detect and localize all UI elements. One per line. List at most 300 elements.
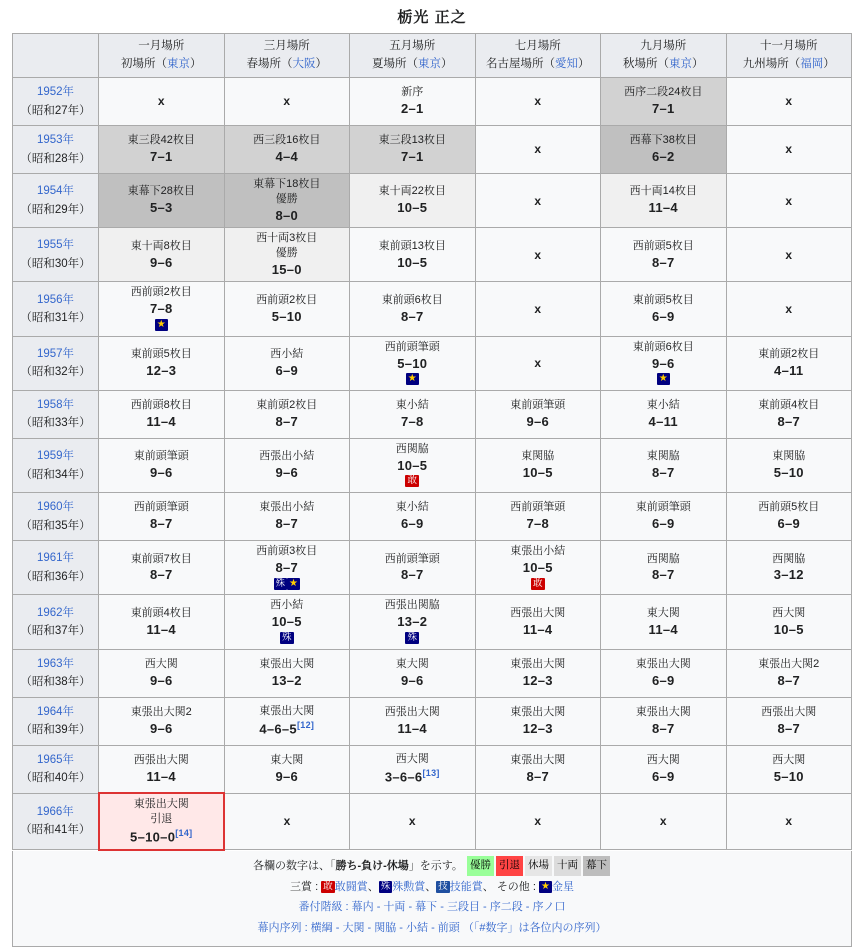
- rank-label[interactable]: 西張出大関: [761, 705, 817, 718]
- kanto-sho-badge[interactable]: 敢: [407, 475, 417, 487]
- legend-award-text[interactable]: 殊勲賞: [392, 880, 426, 893]
- header-line2: 初場所: [121, 57, 156, 70]
- result-cell: [601, 78, 727, 126]
- kinboshi-star-icon[interactable]: ★: [156, 318, 166, 330]
- era-label: （昭和36年）: [20, 570, 91, 583]
- result-cell: [350, 649, 476, 697]
- year-cell: [13, 78, 99, 126]
- record-score-text: 3–6–6: [384, 769, 423, 785]
- rank-label[interactable]: 東大関: [395, 657, 429, 670]
- rank-label[interactable]: 東張出大関: [635, 657, 691, 670]
- rank-label[interactable]: 西前頭筆頭: [384, 552, 440, 565]
- shukun-sho-badge: 殊: [380, 880, 391, 892]
- header-line2: 九州場所: [742, 57, 789, 70]
- rank-label[interactable]: 東関脇: [772, 450, 806, 463]
- rank-label[interactable]: 西前頭3枚目: [256, 545, 318, 558]
- result-cell: [475, 595, 601, 649]
- result-cell: [224, 541, 350, 595]
- result-cell: [475, 390, 601, 438]
- rank-label[interactable]: 西張出大関: [133, 753, 189, 766]
- year-cell: [13, 336, 99, 390]
- award-badges: [352, 372, 473, 387]
- table-row: [13, 595, 852, 649]
- record-score-text: 12–3: [146, 362, 177, 378]
- rank-label[interactable]: 西関脇: [646, 552, 680, 565]
- result-cell: [99, 493, 225, 541]
- record-score: [603, 254, 724, 272]
- rank-label[interactable]: 西前頭5枚目: [632, 239, 694, 252]
- year-label[interactable]: 1964年: [36, 705, 75, 718]
- record-score: [729, 720, 850, 738]
- record-score: [603, 768, 724, 786]
- rank-label[interactable]: 西前頭2枚目: [130, 286, 192, 299]
- table-row: [13, 282, 852, 336]
- record-score: [101, 300, 222, 318]
- banzuke-table: [12, 33, 852, 851]
- year-label[interactable]: 1956年: [36, 293, 75, 306]
- era-label: （昭和34年）: [20, 468, 91, 481]
- rank-label[interactable]: 東張出大関: [510, 753, 566, 766]
- rank-label[interactable]: 東前頭6枚目: [381, 293, 443, 306]
- no-tournament-cell: [99, 78, 225, 126]
- shukun-sho-badge[interactable]: 殊: [275, 577, 286, 589]
- no-tournament-mark: x: [659, 814, 667, 829]
- legend-chips: [466, 860, 611, 872]
- era-label: （昭和31年）: [20, 312, 91, 325]
- record-score-text: 11–4: [648, 621, 678, 637]
- legend-award-text[interactable]: 敢闘賞: [334, 880, 368, 893]
- record-score-text: 9–6: [275, 465, 299, 481]
- record-score-text: 3–12: [773, 567, 804, 583]
- record-score-text: 10–5: [773, 621, 804, 637]
- record-score: [101, 621, 222, 639]
- result-cell: [224, 697, 350, 745]
- no-tournament-cell: [726, 793, 852, 850]
- result-cell: [601, 493, 727, 541]
- header-pref[interactable]: 東京: [167, 57, 190, 70]
- footnote-ref[interactable]: [14]: [175, 827, 193, 838]
- rank-label[interactable]: 西三段16枚目: [253, 134, 321, 147]
- record-score: [603, 720, 724, 738]
- no-tournament-cell: [224, 78, 350, 126]
- rank-label[interactable]: 西十両3枚目: [256, 232, 318, 245]
- result-cell: [224, 126, 350, 174]
- record-score-text: 9–6: [149, 254, 173, 270]
- record-score-text: 7–8: [526, 516, 550, 532]
- record-score: [603, 413, 724, 431]
- result-cell: [726, 649, 852, 697]
- legend-chip: 優勝: [467, 856, 494, 876]
- no-tournament-cell: [726, 78, 852, 126]
- table-row: [13, 438, 852, 492]
- table-row: [13, 697, 852, 745]
- record-score: [478, 672, 599, 690]
- record-score: [101, 768, 222, 786]
- rank-label[interactable]: 東前頭4枚目: [130, 606, 192, 619]
- record-score: [227, 464, 348, 482]
- record-score: [227, 148, 348, 166]
- record-score-text: 8–7: [777, 672, 801, 688]
- rank-label[interactable]: 東十両8枚目: [130, 239, 192, 252]
- year-label[interactable]: 1963年: [36, 657, 75, 670]
- header-line2: 秋場所: [623, 57, 658, 70]
- record-score-text: 8–7: [651, 254, 675, 270]
- header-pref[interactable]: 東京: [669, 57, 692, 70]
- record-score-text: 8–7: [400, 567, 424, 583]
- record-score-text: 6–9: [651, 672, 675, 688]
- header-col-4: 九月場所 秋場所（東京）: [601, 34, 727, 78]
- result-cell: [99, 228, 225, 282]
- rank-label[interactable]: 西張出小結: [259, 450, 315, 463]
- rank-label[interactable]: 西張出大関: [510, 606, 566, 619]
- year-cell: [13, 697, 99, 745]
- record-score-text: 11–4: [523, 621, 553, 637]
- record-score: [101, 672, 222, 690]
- table-body: [13, 78, 852, 850]
- era-label: （昭和32年）: [20, 366, 91, 379]
- rank-label[interactable]: 東関脇: [521, 450, 555, 463]
- era-label: （昭和38年）: [20, 676, 91, 689]
- record-score-text: 6–2: [651, 149, 675, 165]
- rank-label[interactable]: 東三段13枚目: [378, 134, 446, 147]
- record-score-text: 11–4: [648, 200, 678, 216]
- rank-label[interactable]: 西関脇: [772, 552, 806, 565]
- result-cell: [350, 336, 476, 390]
- result-cell: [99, 541, 225, 595]
- no-tournament-cell: [726, 282, 852, 336]
- year-label[interactable]: 1965年: [36, 753, 75, 766]
- year-label[interactable]: 1954年: [36, 185, 75, 198]
- result-cell: [475, 438, 601, 492]
- rank-label[interactable]: 東前頭2枚目: [256, 399, 318, 412]
- result-cell: [99, 336, 225, 390]
- rank-label[interactable]: 東前頭2枚目: [758, 348, 820, 361]
- record-score: [729, 621, 850, 639]
- record-score: [352, 457, 473, 475]
- rank-label[interactable]: 東前頭13枚目: [378, 239, 446, 252]
- year-cell: [13, 595, 99, 649]
- record-score-text: 8–7: [275, 516, 299, 532]
- no-tournament-mark: x: [785, 247, 793, 262]
- record-score: [478, 559, 599, 577]
- record-score: [352, 672, 473, 690]
- record-score-text: 13–2: [271, 672, 302, 688]
- record-score-text: 10–5: [397, 200, 428, 216]
- rank-label[interactable]: 西小結: [270, 348, 304, 361]
- no-tournament-cell: [726, 126, 852, 174]
- rank-label[interactable]: 西十両14枚目: [629, 185, 697, 198]
- rank-label[interactable]: 西前頭筆頭: [384, 340, 440, 353]
- record-score-text: 9–6: [149, 672, 173, 688]
- no-tournament-mark: x: [283, 814, 291, 829]
- record-score-text: 11–4: [146, 414, 176, 430]
- legend-row-4[interactable]: 幕内序列 : 横綱 - 大関 - 関脇 - 小結 - 前頭 （「#数字」は各位内の序列）: [257, 922, 607, 935]
- table-row: [13, 541, 852, 595]
- table-row: [13, 126, 852, 174]
- gino-sho-badge: 技: [438, 880, 448, 892]
- rank-label[interactable]: 東前頭7枚目: [130, 552, 192, 565]
- header-pref[interactable]: 愛知: [555, 57, 578, 70]
- rank-label[interactable]: 西前頭8枚目: [130, 399, 192, 412]
- rank-label[interactable]: 西大関: [646, 753, 680, 766]
- record-score-text: 5–10: [271, 308, 302, 324]
- record-score: [603, 621, 724, 639]
- award-badges: [101, 318, 222, 333]
- no-tournament-mark: x: [157, 94, 165, 109]
- no-tournament-cell: [601, 793, 727, 850]
- record-score: [729, 672, 850, 690]
- result-cell: [99, 649, 225, 697]
- year-cell: [13, 228, 99, 282]
- kanto-sho-badge: 敢: [323, 880, 333, 892]
- record-score-text: 8–7: [777, 414, 801, 430]
- record-score-text: 7–1: [651, 101, 675, 117]
- record-score-text: 10–5: [397, 457, 428, 473]
- rank-label[interactable]: 東張出大関: [510, 705, 566, 718]
- rank-label[interactable]: 東大関: [270, 753, 304, 766]
- record-score-text: 8–7: [149, 567, 173, 583]
- year-label[interactable]: 1952年: [36, 86, 75, 99]
- no-tournament-cell: [475, 336, 601, 390]
- record-score: [101, 413, 222, 431]
- kinboshi-star-icon[interactable]: ★: [289, 577, 298, 589]
- rank-label[interactable]: 西前頭5枚目: [758, 501, 820, 514]
- award-badges: [227, 631, 348, 646]
- rank-label[interactable]: 東前頭5枚目: [632, 293, 694, 306]
- record-score: [352, 566, 473, 584]
- rank-label[interactable]: 東前頭6枚目: [632, 340, 694, 353]
- rank-label[interactable]: 西張出大関: [384, 705, 440, 718]
- record-score-text: 10–5: [522, 560, 553, 576]
- header-line1: 一月場所: [138, 40, 185, 53]
- record-score-text: 2–1: [400, 101, 424, 117]
- legend-chip: 引退: [496, 856, 523, 876]
- record-score: [101, 720, 222, 738]
- no-tournament-cell: [726, 228, 852, 282]
- rank-label[interactable]: 東張出大関2: [758, 657, 820, 670]
- year-label[interactable]: 1961年: [36, 552, 75, 565]
- year-cell: [13, 649, 99, 697]
- record-score-text: 9–6: [149, 465, 173, 481]
- year-cell: [13, 745, 99, 793]
- era-label: （昭和37年）: [20, 625, 91, 638]
- footnote-ref[interactable]: [13]: [422, 768, 440, 779]
- rank-label[interactable]: 東張出小結: [510, 545, 566, 558]
- footnote-ref[interactable]: [12]: [296, 720, 315, 731]
- rank-label[interactable]: 東大関: [646, 606, 680, 619]
- year-label[interactable]: 1962年: [36, 606, 75, 619]
- rank-label[interactable]: 新序: [401, 86, 424, 99]
- no-tournament-mark: x: [283, 94, 291, 109]
- era-label: （昭和27年）: [20, 104, 91, 117]
- rank-label[interactable]: 東張出大関: [259, 657, 315, 670]
- record-score-text: 15–0: [271, 261, 302, 277]
- year-label[interactable]: 1959年: [36, 450, 75, 463]
- record-score: [603, 308, 724, 326]
- legend-kinboshi-text[interactable]: 金星: [551, 880, 574, 893]
- no-tournament-mark: x: [534, 142, 542, 157]
- record-score: [227, 719, 348, 738]
- record-score: [101, 566, 222, 584]
- no-tournament-cell: [475, 228, 601, 282]
- rank-label[interactable]: 東張出大関: [635, 705, 691, 718]
- no-tournament-cell: [224, 793, 350, 850]
- rank-label[interactable]: 東前頭4枚目: [758, 399, 820, 412]
- legend-row-2: [17, 877, 847, 898]
- record-score: [729, 413, 850, 431]
- header-pref[interactable]: 福岡: [800, 57, 824, 70]
- record-score-text: 9–6: [400, 672, 424, 688]
- rank-label[interactable]: 東張出大関2: [130, 705, 192, 718]
- record-score: [102, 827, 222, 846]
- record-score: [227, 613, 348, 631]
- year-label[interactable]: 1966年: [36, 806, 74, 819]
- era-label: （昭和35年）: [20, 519, 91, 532]
- result-cell: [475, 745, 601, 793]
- award-badges: [227, 577, 348, 592]
- record-score-text: 11–4: [146, 768, 176, 784]
- rank-label[interactable]: 西大関: [772, 606, 806, 619]
- rank-label[interactable]: 西大関: [772, 753, 806, 766]
- rank-label[interactable]: 東前頭筆頭: [133, 450, 189, 463]
- rank-label[interactable]: 東前頭筆頭: [635, 501, 691, 514]
- rank-label[interactable]: 東小結: [395, 399, 429, 412]
- result-cell: [99, 438, 225, 492]
- rank-label[interactable]: 東小結: [395, 501, 429, 514]
- kinboshi-star-icon[interactable]: ★: [658, 373, 668, 385]
- kinboshi-star-icon[interactable]: ★: [407, 373, 417, 385]
- record-score-text: 8–7: [400, 308, 424, 324]
- rank-label[interactable]: 東張出大関: [510, 657, 566, 670]
- rank-label[interactable]: 東十両22枚目: [378, 185, 446, 198]
- record-score: [603, 672, 724, 690]
- legend-award-text[interactable]: 技能賞: [449, 880, 483, 893]
- year-label[interactable]: 1957年: [36, 347, 75, 360]
- record-score: [603, 148, 724, 166]
- no-tournament-cell: [475, 126, 601, 174]
- kanto-sho-badge[interactable]: 敢: [532, 577, 543, 589]
- rank-label[interactable]: 西張出関脇: [384, 599, 440, 612]
- record-score-text: 7–1: [400, 149, 424, 165]
- record-score-text: 8–7: [651, 465, 675, 481]
- header-pref[interactable]: 東京: [418, 57, 441, 70]
- header-col-1: 三月場所 春場所（大阪）: [224, 34, 350, 78]
- record-score-text: 7–1: [149, 149, 173, 165]
- result-cell: [726, 336, 852, 390]
- result-cell: [350, 174, 476, 228]
- record-score-text: 7–8: [149, 301, 173, 317]
- table-header: [13, 34, 852, 78]
- rank-label[interactable]: 西大関: [395, 753, 429, 766]
- legend: [12, 851, 852, 947]
- result-cell: [224, 649, 350, 697]
- rank-label[interactable]: 西前頭2枚目: [256, 293, 318, 306]
- record-score: [603, 464, 724, 482]
- legend-sansho-items: 敢 敢闘賞、 殊 殊勲賞、 技 技能賞、: [323, 880, 494, 893]
- rank-label[interactable]: 西前頭筆頭: [133, 501, 189, 514]
- rank-label[interactable]: 東前頭5枚目: [130, 348, 192, 361]
- rank-label[interactable]: 西小結: [270, 599, 304, 612]
- record-score: [352, 767, 473, 786]
- rank-label[interactable]: 東張出大関: [259, 705, 315, 718]
- result-cell: [224, 390, 350, 438]
- rank-label[interactable]: 東三段42枚目: [127, 134, 195, 147]
- rank-label[interactable]: 東関脇: [646, 450, 680, 463]
- header-col-3: 七月場所 名古屋場所（愛知）: [475, 34, 601, 78]
- record-score-text: 10–5: [522, 465, 553, 481]
- legend-chip: 十両: [554, 856, 581, 876]
- year-label[interactable]: 1955年: [36, 239, 75, 252]
- record-score-text: 9–6: [651, 355, 675, 371]
- record-score-text: 8–7: [651, 567, 675, 583]
- year-label[interactable]: 1953年: [36, 134, 75, 147]
- record-score: [729, 362, 850, 380]
- rank-label[interactable]: 西幕下38枚目: [629, 134, 697, 147]
- rank-label[interactable]: 東張出大関: [133, 798, 189, 811]
- record-score-text: 8–7: [526, 768, 550, 784]
- year-cell: [13, 174, 99, 228]
- rank-label[interactable]: 東幕下28枚目: [127, 185, 195, 198]
- rank-label[interactable]: 東幕下18枚目: [253, 178, 321, 190]
- header-col-0: 一月場所 初場所（東京）: [99, 34, 225, 78]
- result-cell: [99, 390, 225, 438]
- record-score: [101, 464, 222, 482]
- shukun-sho-badge[interactable]: 殊: [407, 631, 417, 643]
- header-line2: 名古屋場所: [486, 57, 544, 70]
- rank-label[interactable]: 東張出小結: [259, 501, 315, 514]
- record-score: [227, 413, 348, 431]
- kinboshi-star-icon: ★: [541, 880, 550, 892]
- rank-label[interactable]: 西大関: [144, 657, 178, 670]
- record-score-text: 10–5: [397, 254, 428, 270]
- record-score-text: 6–9: [275, 362, 299, 378]
- rank-label[interactable]: 西序二段24枚目: [624, 86, 703, 99]
- rank-label[interactable]: 東小結: [646, 399, 680, 412]
- result-cell: [99, 126, 225, 174]
- header-row: [13, 34, 852, 78]
- record-score-text: 5–10: [773, 768, 804, 784]
- record-score: [352, 515, 473, 533]
- record-score: [603, 100, 724, 118]
- rank-label[interactable]: 東前頭筆頭: [510, 399, 566, 412]
- rank-label[interactable]: 西関脇: [395, 442, 429, 455]
- record-score-text: 6–9: [651, 308, 675, 324]
- header-line2: 夏場所: [372, 57, 407, 70]
- year-cell: [13, 793, 99, 850]
- header-pref[interactable]: 大阪: [292, 57, 316, 70]
- record-score: [603, 566, 724, 584]
- record-score: [478, 768, 599, 786]
- legend-row-3[interactable]: 番付階級 : 幕内 - 十両 - 幕下 - 三段目 - 序二段 - 序ノ口: [298, 901, 566, 914]
- result-cell: [224, 174, 350, 228]
- table-row: [13, 390, 852, 438]
- result-cell: [475, 493, 601, 541]
- rank-label[interactable]: 西前頭筆頭: [510, 501, 566, 514]
- year-cell: [13, 282, 99, 336]
- record-score: [101, 515, 222, 533]
- record-score-text: 5–10–0: [130, 829, 176, 845]
- result-cell: [601, 336, 727, 390]
- award-badges: [603, 372, 724, 387]
- record-score-text: 6–9: [400, 516, 424, 532]
- record-score: [101, 148, 222, 166]
- year-label[interactable]: 1960年: [36, 501, 75, 514]
- legend-line1-bold: 勝ち-負け-休場: [335, 859, 409, 872]
- year-label[interactable]: 1958年: [36, 399, 75, 412]
- no-tournament-cell: [726, 174, 852, 228]
- result-cell: [726, 541, 852, 595]
- shukun-sho-badge[interactable]: 殊: [281, 631, 292, 643]
